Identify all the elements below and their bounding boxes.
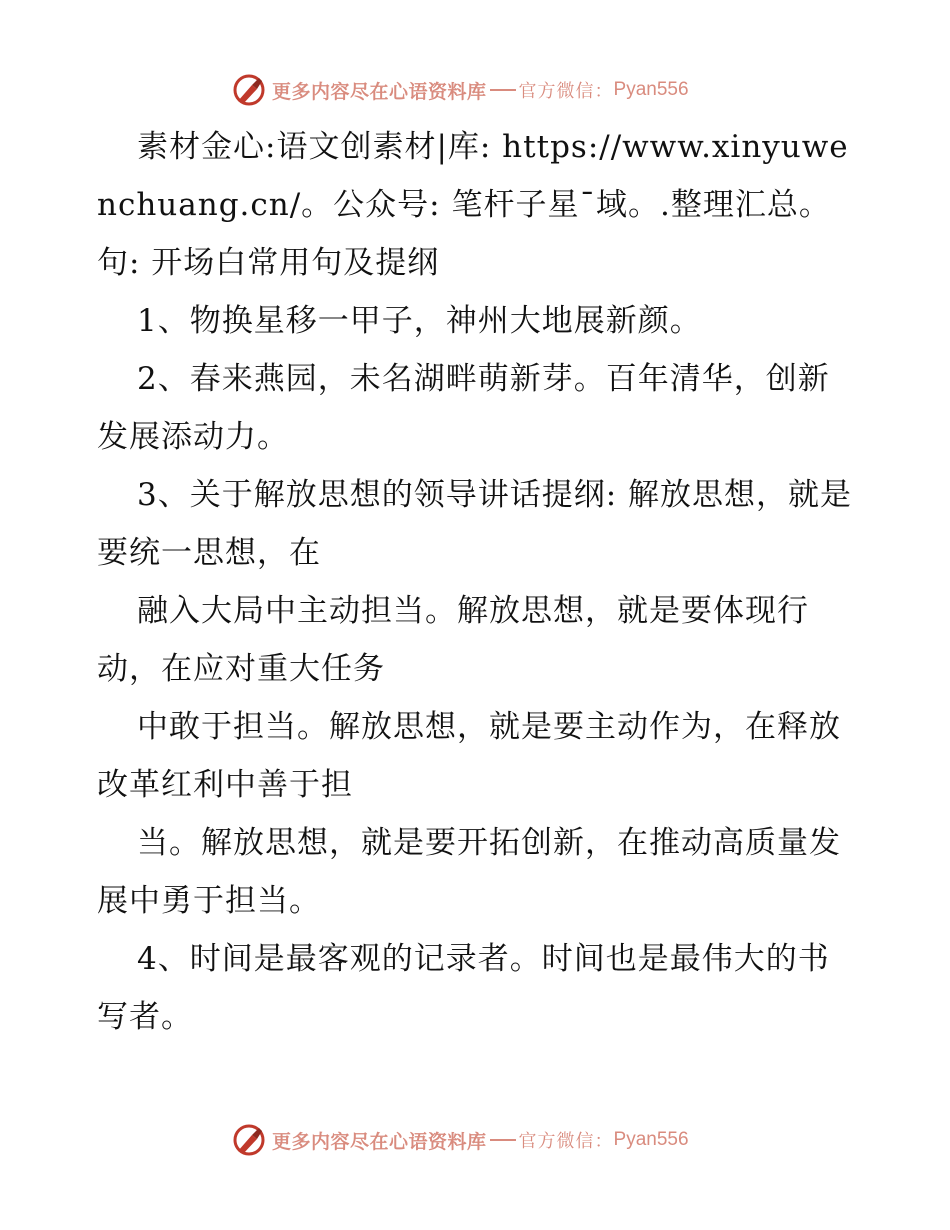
footer-slogan: 更多内容尽在心语资料库 [272, 1130, 487, 1153]
footer-watermark [232, 1120, 689, 1160]
list-item-3-line-3: 中敢于担当。解放思想，就是要主动作为，在释放改革红利中善于担 [97, 709, 841, 803]
footer-wechat-id: Pyan556 [613, 1129, 689, 1150]
list-item-3-line-1: 3、关于解放思想的领导讲话提纲: 解放思想，就是要统一思想，在 [97, 477, 853, 571]
list-item-3-line-2: 融入大局中主动担当。解放思想，就是要体现行动，在应对重大任务 [97, 593, 809, 687]
header-dash [490, 89, 516, 91]
list-item-2: 2、春来燕园，未名湖畔萌新芽。百年清华，创新发展添动力。 [97, 361, 830, 455]
header-wechat-label: 官方微信： [518, 81, 614, 102]
footer-dash [490, 1139, 516, 1141]
document-body [97, 118, 857, 1046]
intro-paragraph: 素材金心:语文创素材|库: https://www.xinyuwenchuang.cn/。公众号: 笔杆子星¯域。.整理汇总。句: 开场白常用句及提纲 [97, 129, 849, 281]
header-wechat-id: Pyan556 [613, 79, 689, 100]
list-item-3-line-4: 当。解放思想，就是要开拓创新，在推动高质量发展中勇于担当。 [97, 825, 841, 919]
list-item-4: 4、时间是最客观的记录者。时间也是最伟大的书写者。 [97, 941, 830, 1035]
pen-logo-icon [232, 73, 266, 107]
header-slogan: 更多内容尽在心语资料库 [272, 80, 487, 103]
header-watermark [232, 70, 689, 110]
footer-wechat-label: 官方微信： [518, 1131, 614, 1152]
list-item-1: 1、物换星移一甲子，神州大地展新颜。 [137, 303, 702, 339]
pen-logo-icon [232, 1123, 266, 1157]
